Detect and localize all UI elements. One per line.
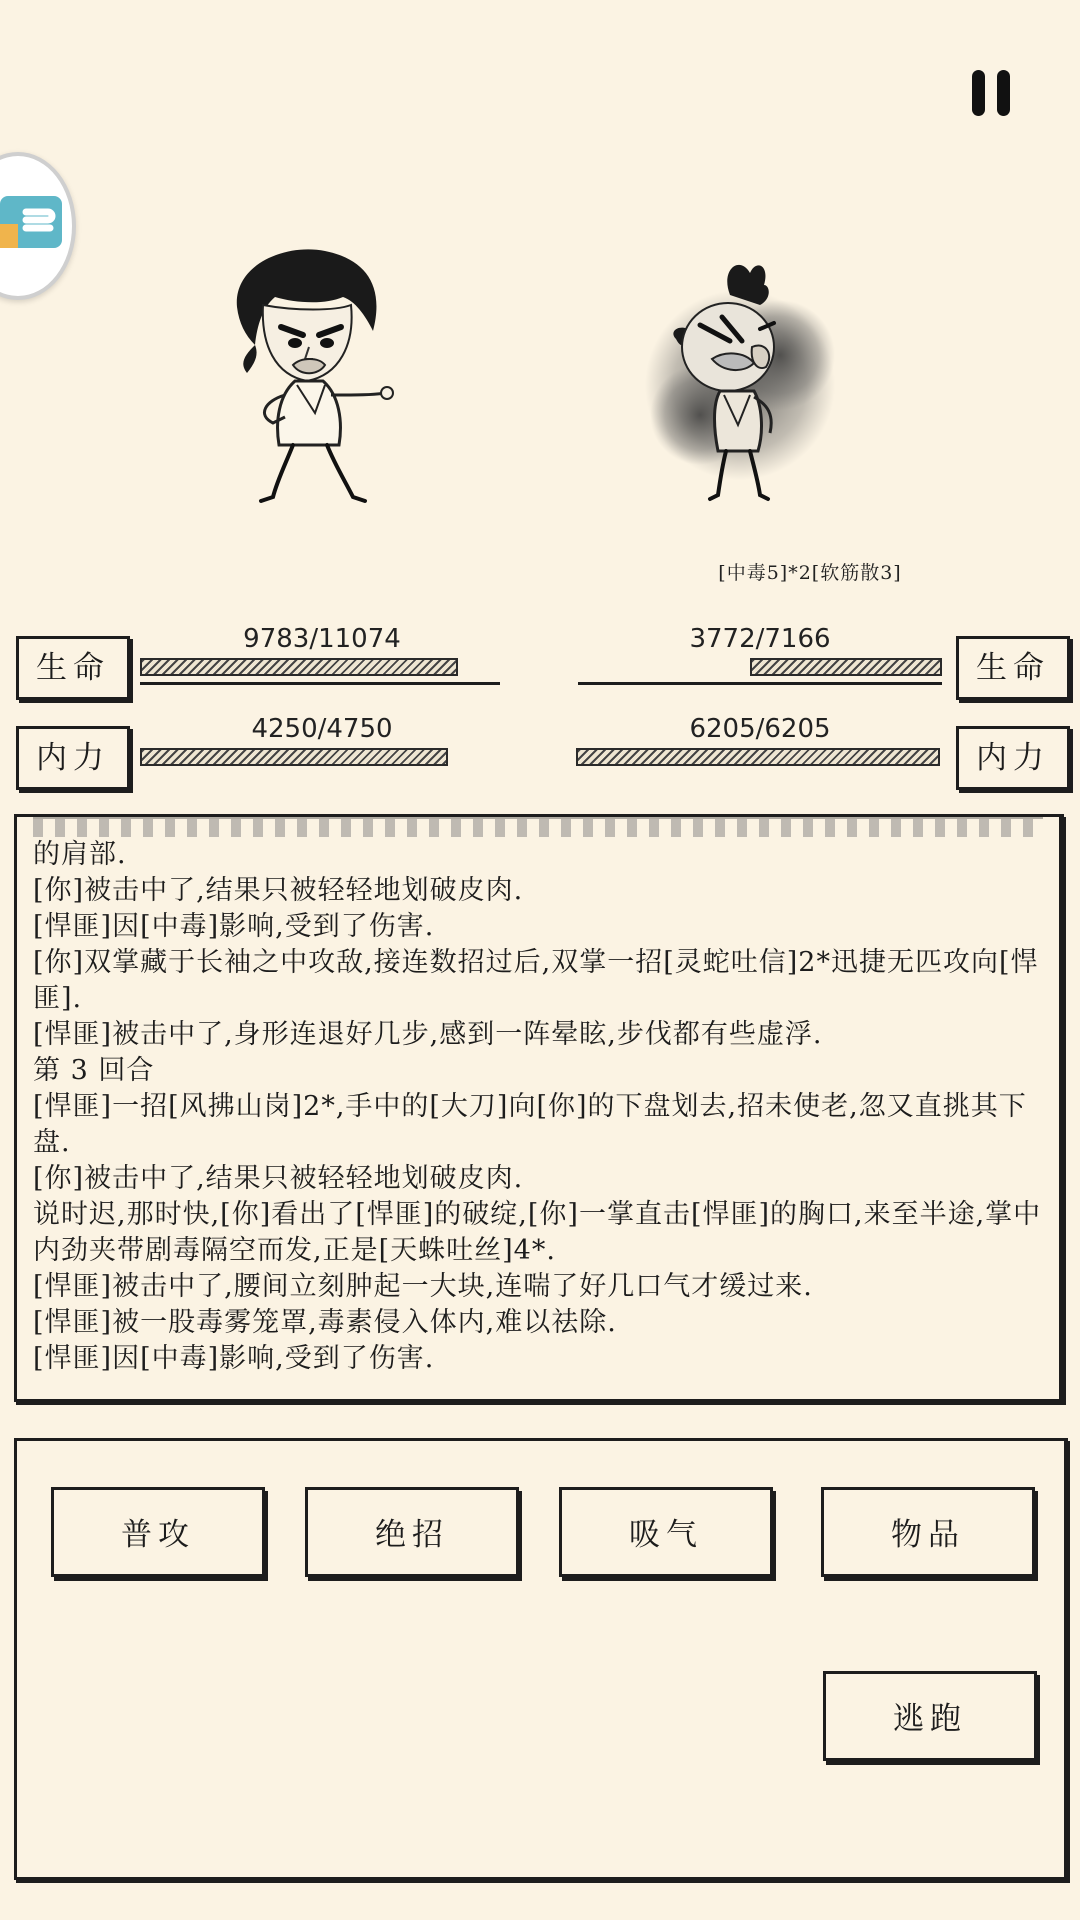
floating-app-badge[interactable]: [0, 152, 76, 300]
battle-log[interactable]: [14, 814, 1064, 1402]
battle-log-line: 说时迟,那时快,[你]看出了[悍匪]的破绽,[你]一掌直击[悍匪]的胸口,来至半途,掌中内劲夹带剧毒隔空而发,正是[天蛛吐丝]4*.: [33, 1199, 1042, 1266]
breathe-button[interactable]: 吸气: [559, 1487, 773, 1577]
battle-log-lines: [33, 837, 1043, 1377]
enemy-hp-bar-fill: [750, 658, 942, 676]
enemy-hp-label: 生命: [956, 636, 1070, 700]
player-hp-bar-fill: [140, 658, 458, 676]
battle-log-line: [你]被击中了,结果只被轻轻地划破皮肉.: [33, 875, 524, 906]
battle-log-line: [悍匪]因[中毒]影响,受到了伤害.: [33, 911, 435, 942]
battle-log-line: [你]被击中了,结果只被轻轻地划破皮肉.: [33, 1163, 524, 1194]
items-button[interactable]: 物品: [821, 1487, 1035, 1577]
enemy-mp-value: 6205/6205: [689, 714, 831, 744]
enemy-hp-bar: [578, 658, 942, 685]
battle-log-line: [悍匪]被击中了,身形连退好几步,感到一阵晕眩,步伐都有些虚浮.: [33, 1019, 823, 1050]
action-panel: [14, 1438, 1068, 1880]
battle-log-line: 第 3 回合: [33, 1055, 155, 1086]
player-mp-bar: [140, 748, 466, 766]
player-mp-bar-fill: [140, 748, 448, 766]
player-mp-label: 内力: [16, 726, 130, 790]
pause-icon[interactable]: [970, 70, 1014, 116]
battle-log-line: [悍匪]因[中毒]影响,受到了伤害.: [33, 1343, 435, 1374]
attack-button[interactable]: 普攻: [51, 1487, 265, 1577]
battle-log-line: [悍匪]一招[风拂山岗]2*,手中的[大刀]向[你]的下盘划去,招未使老,忽又直挑其下盘.: [33, 1091, 1027, 1158]
enemy-status-effects: [中毒5]*2[软筋散3]: [718, 562, 902, 584]
enemy-mp-bar: [576, 748, 940, 766]
enemy-hp-value: 3772/7166: [689, 624, 831, 654]
battle-log-line: [你]双掌藏于长袖之中攻敌,接连数招过后,双掌一招[灵蛇吐信]2*迅捷无匹攻向[悍匪].: [33, 947, 1039, 1014]
battle-log-line: [悍匪]被一股毒雾笼罩,毒素侵入体内,难以祛除.: [33, 1307, 617, 1338]
special-move-button[interactable]: 绝招: [305, 1487, 519, 1577]
battle-log-line: [悍匪]被击中了,腰间立刻肿起一大块,连喘了好几口气才缓过来.: [33, 1271, 813, 1302]
flee-button[interactable]: 逃跑: [823, 1671, 1037, 1761]
enemy-mp-bar-fill: [576, 748, 940, 766]
battle-log-line: 的肩部.: [33, 839, 127, 870]
enemy-mp-label: 内力: [956, 726, 1070, 790]
player-character: [215, 245, 415, 505]
battle-log-cutoff-text: [33, 817, 1043, 837]
player-hp-label: 生命: [16, 636, 130, 700]
player-mp-value: 4250/4750: [251, 714, 393, 744]
player-hp-value: 9783/11074: [243, 624, 401, 654]
player-hp-bar: [140, 658, 500, 685]
enemy-character: [640, 255, 840, 505]
